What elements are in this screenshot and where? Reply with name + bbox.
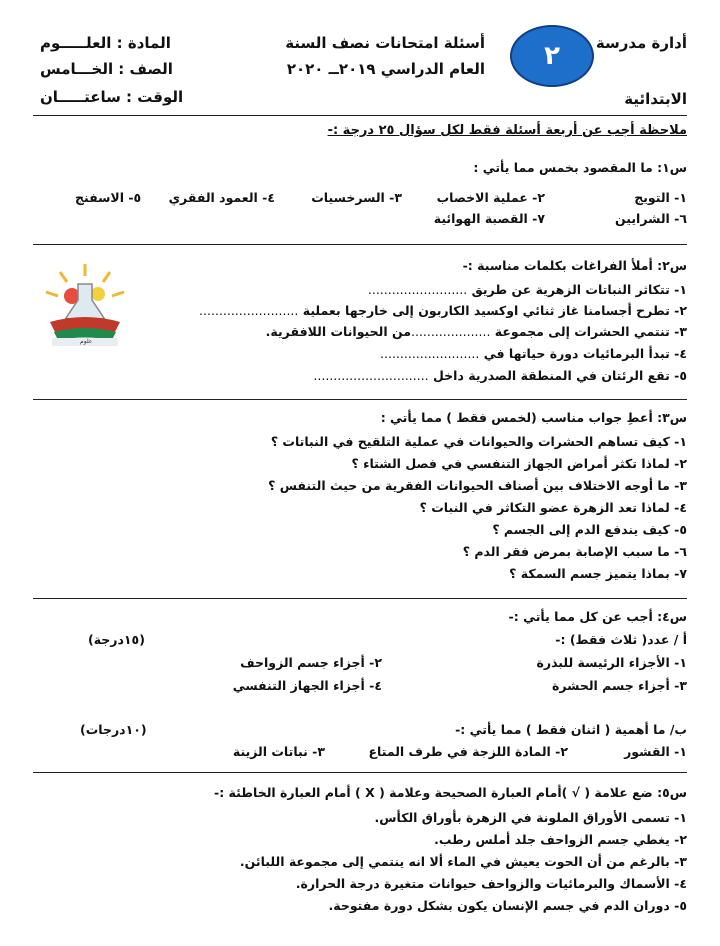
q2-title: س٢: أملأ الفراغات بكلمات مناسبة :- <box>462 258 687 273</box>
q2-item: ٥- تقع الرئتان في المنطقة الصدرية داخل ............................. <box>313 368 687 383</box>
academic-year: العام الدراسي ٢٠١٩ــ ٢٠٢٠ <box>286 60 485 78</box>
exam-note: ملاحظة أجب عن أربعة أسئلة فقط لكل سؤال ٢٥ درجة :- <box>327 123 687 138</box>
q2-item: ١- تتكاثر النباتات الزهرية عن طريق ......................... <box>367 282 687 297</box>
q2-item: ٤- تبدأ البرمائيات دورة حياتها في ......................... <box>380 346 687 361</box>
q2-item: ٢- تطرح أجسامنا غاز ثنائي اوكسيد الكاربون إلى خارجها بعملية ......................... <box>199 303 687 318</box>
q4b-title: ب/ ما أهمية ( اثنان فقط ) مما يأتي :- <box>455 722 687 737</box>
q3-item: ٧- بماذا يتميز جسم السمكة ؟ <box>509 566 687 581</box>
q4a-item: ١- الأجزاء الرئيسة للبذرة <box>536 655 687 670</box>
q5-item: ٥- دوران الدم في جسم الإنسان يكون بشكل دورة مفتوحة. <box>328 898 687 913</box>
exam-number: ٢ <box>544 41 560 71</box>
q1-item: ٢- عملية الاخصاب <box>436 190 545 205</box>
q5-item: ٣- بالرغم من أن الحوت يعيش في الماء ألا انه ينتمي إلى مجموعة اللبائن. <box>239 854 687 869</box>
divider <box>33 399 687 400</box>
q3-item: ٣- ما أوجه الاختلاف بين أصناف الحيوانات الفقرية من حيث التنفس ؟ <box>268 478 687 493</box>
divider <box>33 598 687 599</box>
q3-item: ٥- كيف يندفع الدم إلى الجسم ؟ <box>492 522 687 537</box>
q1-item: ٣- السرخسيات <box>311 190 402 205</box>
q4a-item: ٢- أجزاء جسم الزواحف <box>240 655 382 670</box>
exam-title: أسئلة امتحانات نصف السنة <box>285 34 485 52</box>
q4a-item: ٣- أجزاء جسم الحشرة <box>551 678 687 693</box>
q5-item: ٤- الأسماك والبرمائيات والزواحف حيوانات متغيرة درجة الحرارة. <box>295 876 687 891</box>
q3-item: ٢- لماذا تكثر أمراض الجهاز التنفسي في فصل الشتاء ؟ <box>351 456 687 471</box>
flask-icon <box>42 262 128 348</box>
q5-item: ١- تسمى الأوراق الملونة في الزهرة بأوراق الكأس. <box>374 810 687 825</box>
logo-caption: علوم <box>80 338 93 345</box>
subject-label: المادة : العلـــــوم <box>40 34 171 52</box>
divider <box>33 244 687 245</box>
q2-item-text: ١- تتكاثر النباتات الزهرية عن طريق <box>471 282 687 297</box>
q2-item-text: ٤- تبدأ البرمائيات دورة حياتها في <box>483 346 687 361</box>
exam-number-badge <box>510 25 594 87</box>
q4-title: س٤: أجب عن كل مما يأتي :- <box>508 609 687 624</box>
q2-item-text: ٣- تنتمي الحشرات إلى مجموعة <box>494 324 687 339</box>
grade-label: الصف : الخـــامس <box>40 60 173 78</box>
q4b-marks: (١٠درجات) <box>80 722 147 737</box>
q2-item-text: ٥- تقع الرئتان في المنطقة الصدرية داخل <box>433 368 687 383</box>
q2-item-tail: من الحيوانات اللافقرية. <box>265 324 411 339</box>
q2-item: ٣- تنتمي الحشرات إلى مجموعة ....................من الحيوانات اللافقرية. <box>265 324 687 339</box>
q4b-item: ١- القشور <box>624 744 687 759</box>
q1-item: ١- التويج <box>634 190 687 205</box>
school-label: أدارة مدرسة <box>595 34 687 52</box>
q5-item: ٢- يغطي جسم الزواحف جلد أملس رطب. <box>434 832 687 847</box>
q1-title: س١: ما المقصود بخمس مما يأتي : <box>473 160 687 175</box>
q4b-item: ٢- المادة اللزجة في طرف المتاع <box>368 744 568 759</box>
q4a-title: أ / عدد( ثلاث فقط) :- <box>555 632 687 647</box>
school-type-label: الابتدائية <box>624 90 687 108</box>
q5-title: س٥: ضع علامة ( √ )أمام العبارة الصحيحة وعلامة ( X ) أمام العبارة الخاطئة :- <box>214 785 687 800</box>
q4a-item: ٤- أجزاء الجهاز التنفسي <box>232 678 382 693</box>
divider <box>33 115 687 116</box>
q3-item: ٤- لماذا تعد الزهرة عضو التكاثر في النبات ؟ <box>419 500 687 515</box>
q2-item-text: ٢- تطرح أجسامنا غاز ثنائي اوكسيد الكاربون إلى خارجها بعملية <box>302 303 687 318</box>
time-label: الوقت : ساعتـــــان <box>40 88 184 106</box>
q4b-item: ٣- نباتات الزينة <box>232 744 325 759</box>
q3-item: ٦- ما سبب الإصابة بمرض فقر الدم ؟ <box>462 544 687 559</box>
q1-item: ٦- الشرايين <box>615 211 687 226</box>
divider <box>33 772 687 773</box>
q3-title: س٣: أعطِ جواب مناسب (لخمس فقط ) مما يأتي : <box>380 410 687 425</box>
science-logo <box>42 262 128 348</box>
q1-item: ٤- العمود الفقري <box>168 190 275 205</box>
q3-item: ١- كيف تساهم الحشرات والحيوانات في عملية التلقيح في النباتات ؟ <box>270 434 687 449</box>
q4a-marks: (١٥درجة) <box>88 632 145 647</box>
q1-item: ٧- القصبة الهوائية <box>433 211 545 226</box>
q1-item: ٥- الاسفنج <box>75 190 142 205</box>
